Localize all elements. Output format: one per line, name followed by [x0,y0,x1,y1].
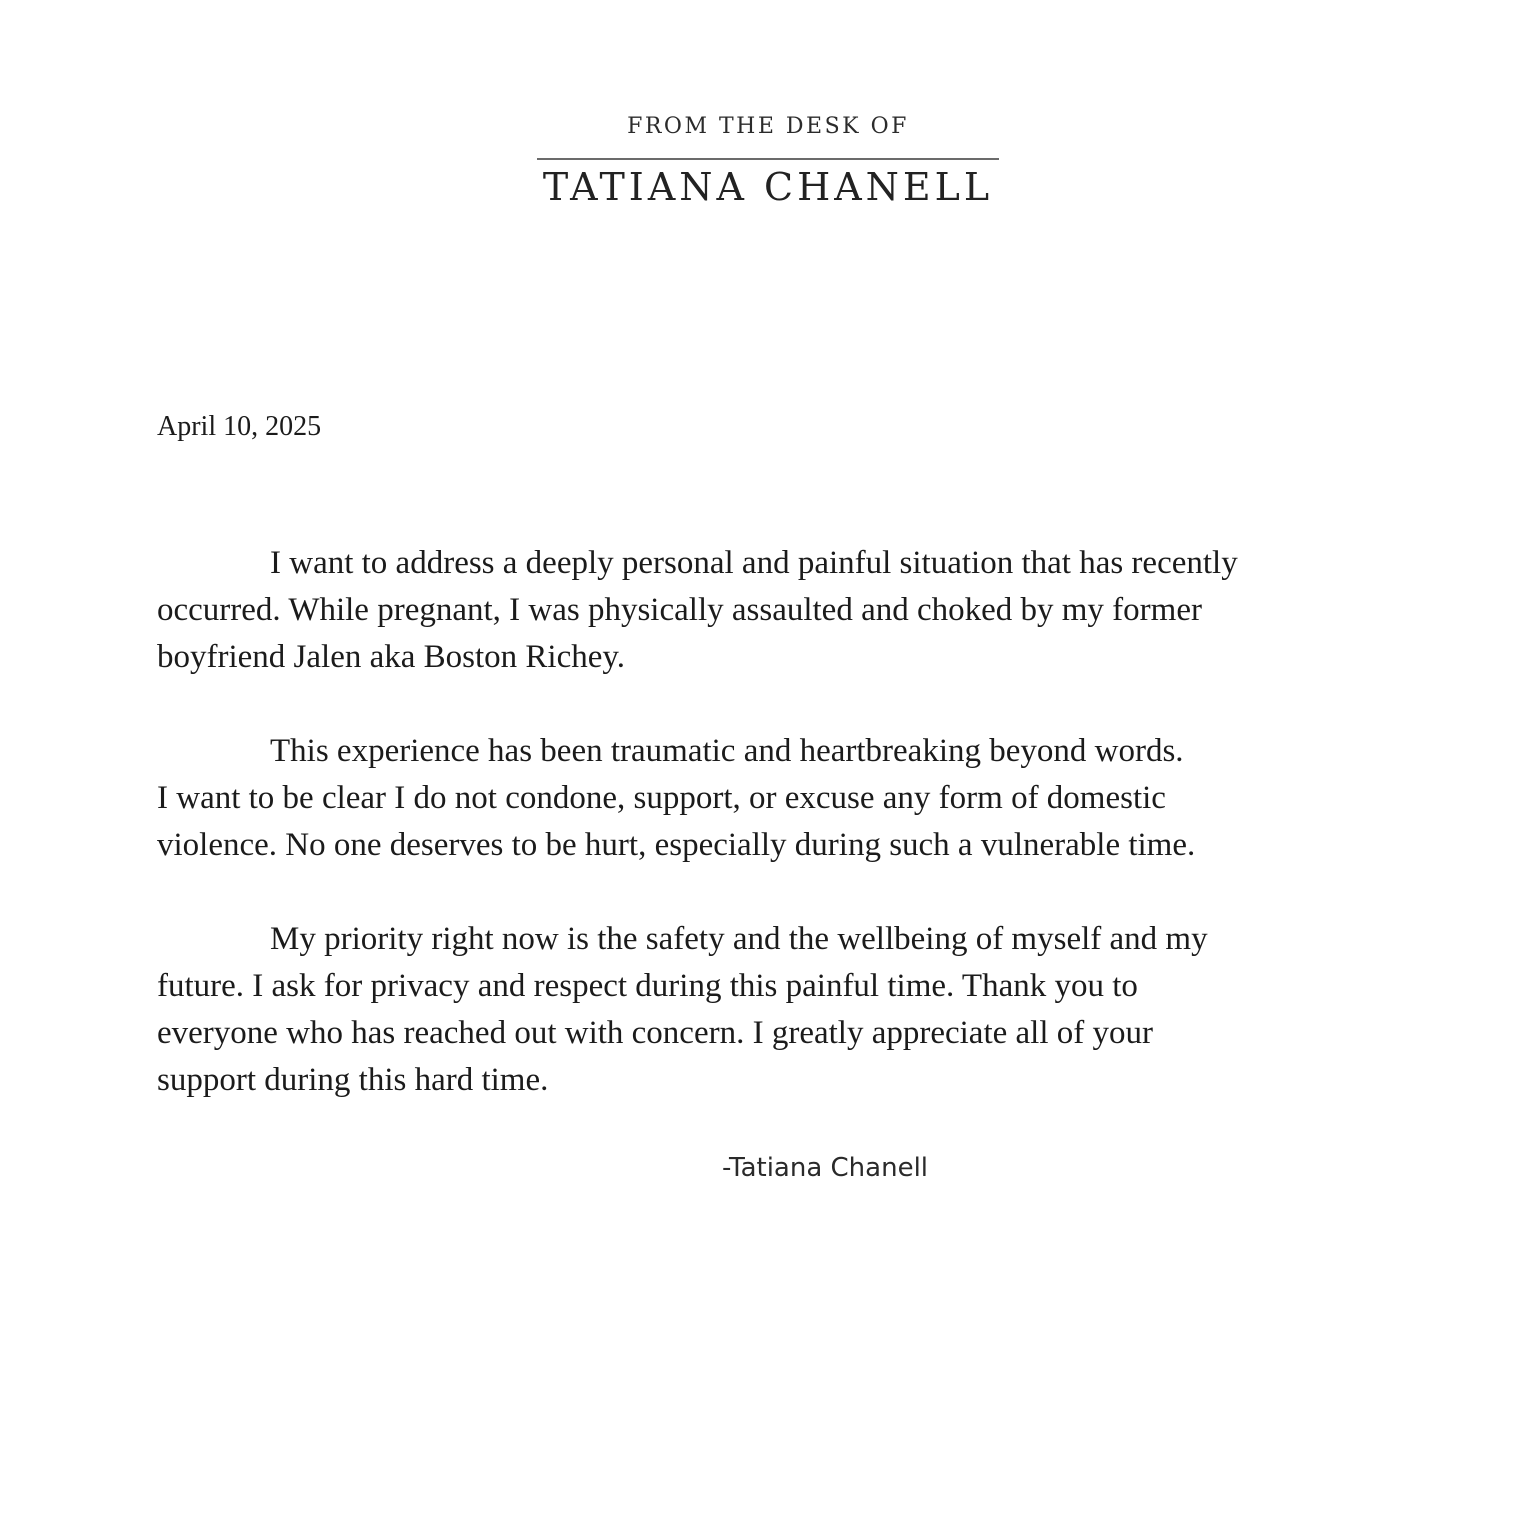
paragraph-line: I want to be clear I do not condone, support, or excuse any form of domestic [157,780,1166,816]
paragraph-line: This experience has been traumatic and heartbreaking beyond words. [270,733,1184,769]
paragraph-line: future. I ask for privacy and respect during this painful time. Thank you to [157,968,1138,1004]
paragraph-3 [157,916,1397,1104]
letterhead-name: TATIANA CHANELL [542,165,994,209]
signature: -Tatiana Chanell [722,1153,929,1183]
paragraph-line: violence. No one deserves to be hurt, especially during such a vulnerable time. [157,827,1196,863]
paragraph-line: occurred. While pregnant, I was physically assaulted and choked by my former [157,592,1202,628]
letterhead [0,112,1536,210]
paragraph-1 [157,540,1397,681]
letterhead-kicker: FROM THE DESK OF [627,114,909,139]
paragraph-2 [157,728,1397,869]
paragraph-line: My priority right now is the safety and the wellbeing of myself and my [270,921,1208,957]
paragraph-line: I want to address a deeply personal and painful situation that has recently [270,545,1238,581]
paragraph-line: everyone who has reached out with concern. I greatly appreciate all of your [157,1015,1153,1051]
letter-date: April 10, 2025 [157,411,322,442]
letterhead-divider [537,158,999,160]
paragraph-line: boyfriend Jalen aka Boston Richey. [157,639,625,675]
paragraph-line: support during this hard time. [157,1062,549,1098]
letter-body [157,540,1397,1151]
